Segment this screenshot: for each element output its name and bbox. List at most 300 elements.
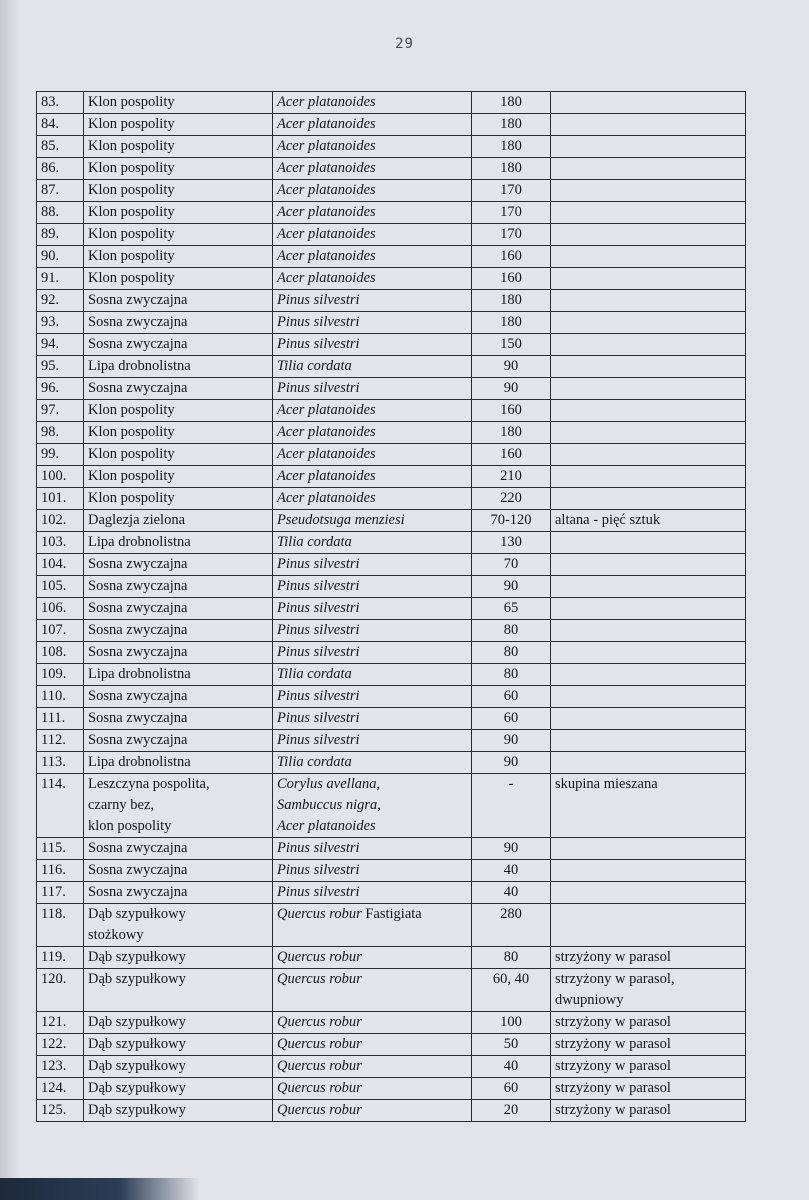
polish-name-cell [84, 1012, 273, 1034]
latin-name-cell [273, 664, 472, 686]
height-value: 180 [500, 138, 522, 154]
height-value-cell [472, 510, 551, 532]
latin-name-cell [273, 466, 472, 488]
row-number: 90. [41, 248, 60, 264]
polish-name: Sosna zwyczajna [88, 840, 188, 856]
polish-name-cell [84, 136, 273, 158]
latin-name-cell [273, 158, 472, 180]
table-row [37, 290, 746, 312]
height-value: 90 [503, 578, 519, 594]
polish-name: Sosna zwyczajna [88, 578, 188, 594]
polish-name: Sosna zwyczajna [88, 710, 188, 726]
latin-name: Pinus silvestri [277, 688, 360, 704]
table-body [37, 92, 746, 1122]
height-value-cell [472, 224, 551, 246]
row-number-cell [37, 1078, 84, 1100]
latin-name: Acer platanoides [277, 182, 376, 198]
table-row [37, 114, 746, 136]
table-row [37, 312, 746, 334]
row-number-cell [37, 400, 84, 422]
height-value-cell [472, 860, 551, 882]
table-row [37, 268, 746, 290]
polish-name: Klon pospolity [88, 226, 175, 242]
remark-cell [551, 290, 746, 312]
polish-name: Sosna zwyczajna [88, 884, 188, 900]
row-number: 93. [41, 314, 60, 330]
row-number-cell [37, 686, 84, 708]
polish-name-cell [84, 158, 273, 180]
height-value: 60 [503, 688, 519, 704]
polish-name-cell [84, 642, 273, 664]
remark-cell [551, 202, 746, 224]
row-number: 87. [41, 182, 60, 198]
polish-name: Sosna zwyczajna [88, 644, 188, 660]
latin-name: Acer platanoides [277, 424, 376, 440]
latin-name-cell [273, 224, 472, 246]
height-value: 160 [500, 270, 522, 286]
table-row [37, 158, 746, 180]
table-row [37, 202, 746, 224]
height-value: 220 [500, 490, 522, 506]
latin-name-cell [273, 774, 472, 838]
polish-name-cell [84, 1078, 273, 1100]
height-value-cell [472, 576, 551, 598]
row-number-cell [37, 904, 84, 947]
latin-name-cell [273, 860, 472, 882]
page-edge-shadow [0, 0, 20, 1200]
row-number-cell [37, 136, 84, 158]
table-row [37, 510, 746, 532]
latin-name-cell [273, 554, 472, 576]
polish-name-cell [84, 400, 273, 422]
height-value-cell [472, 752, 551, 774]
height-value: 80 [503, 644, 519, 660]
height-value: 130 [500, 534, 522, 550]
latin-name-cell [273, 1078, 472, 1100]
row-number: 86. [41, 160, 60, 176]
polish-name: Sosna zwyczajna [88, 732, 188, 748]
polish-name-cell [84, 180, 273, 202]
latin-name: Tilia cordata [277, 754, 352, 770]
remark: strzyżony w parasol [555, 949, 671, 965]
remark-cell [551, 268, 746, 290]
row-number-cell [37, 378, 84, 400]
polish-name: Klon pospolity [88, 116, 175, 132]
height-value-cell [472, 268, 551, 290]
table-row [37, 1078, 746, 1100]
latin-name-cell [273, 202, 472, 224]
row-number-cell [37, 224, 84, 246]
remark-cell [551, 532, 746, 554]
height-value-cell [472, 334, 551, 356]
latin-name: Pinus silvestri [277, 622, 360, 638]
row-number: 109. [41, 666, 67, 682]
row-number-cell [37, 290, 84, 312]
remark-cell [551, 158, 746, 180]
row-number: 88. [41, 204, 60, 220]
latin-name-cell [273, 708, 472, 730]
polish-name-cell [84, 730, 273, 752]
remark-cell [551, 488, 746, 510]
table-row [37, 708, 746, 730]
latin-name-cell [273, 904, 472, 947]
latin-name-cell [273, 752, 472, 774]
table-row [37, 356, 746, 378]
polish-name: Sosna zwyczajna [88, 292, 188, 308]
remark-cell [551, 1056, 746, 1078]
height-value-cell [472, 554, 551, 576]
row-number-cell [37, 92, 84, 114]
latin-name-cell [273, 882, 472, 904]
row-number: 123. [41, 1058, 67, 1074]
height-value: 60 [503, 710, 519, 726]
table-row [37, 1056, 746, 1078]
polish-name: Dąb szypułkowy [88, 971, 186, 987]
polish-name-cell [84, 947, 273, 969]
remark-cell [551, 334, 746, 356]
polish-name-cell [84, 224, 273, 246]
row-number: 103. [41, 534, 67, 550]
latin-name-cell [273, 400, 472, 422]
remark: strzyżony w parasol [555, 1014, 671, 1030]
height-value: 180 [500, 292, 522, 308]
latin-name: Quercus robur [277, 1014, 362, 1030]
height-value: 90 [503, 732, 519, 748]
row-number: 105. [41, 578, 67, 594]
height-value: 280 [500, 906, 522, 922]
height-value: 90 [503, 358, 519, 374]
remark-cell [551, 444, 746, 466]
remark-cell [551, 752, 746, 774]
row-number-cell [37, 576, 84, 598]
height-value: 180 [500, 424, 522, 440]
latin-name-cell [273, 312, 472, 334]
remark: strzyżony w parasol [555, 1080, 671, 1096]
row-number-cell [37, 488, 84, 510]
polish-name-cell [84, 598, 273, 620]
row-number: 104. [41, 556, 67, 572]
polish-name-cell [84, 969, 273, 1012]
table-row [37, 860, 746, 882]
height-value-cell [472, 378, 551, 400]
polish-name: Dąb szypułkowy [88, 1058, 186, 1074]
polish-name: Klon pospolity [88, 490, 175, 506]
polish-name-cell [84, 774, 273, 838]
height-value: 50 [503, 1036, 519, 1052]
row-number-cell [37, 1100, 84, 1122]
table-row [37, 444, 746, 466]
polish-name-cell [84, 838, 273, 860]
height-value: 65 [503, 600, 519, 616]
row-number-cell [37, 510, 84, 532]
latin-name: Quercus robur [277, 1080, 362, 1096]
row-number-cell [37, 838, 84, 860]
height-value-cell [472, 664, 551, 686]
remark-cell [551, 1100, 746, 1122]
polish-name: Klon pospolity [88, 94, 175, 110]
height-value: 170 [500, 226, 522, 242]
polish-name: Klon pospolity [88, 204, 175, 220]
height-value: 60 [503, 1080, 519, 1096]
height-value: 160 [500, 402, 522, 418]
row-number-cell [37, 554, 84, 576]
remark-cell [551, 312, 746, 334]
remark-cell [551, 730, 746, 752]
latin-name-cell [273, 1100, 472, 1122]
height-value-cell [472, 620, 551, 642]
height-value-cell [472, 730, 551, 752]
latin-name: Pseudotsuga menziesi [277, 512, 405, 528]
latin-name: Tilia cordata [277, 534, 352, 550]
table-row [37, 1012, 746, 1034]
latin-name-cell [273, 136, 472, 158]
table-row [37, 730, 746, 752]
polish-name-cell [84, 576, 273, 598]
row-number: 106. [41, 600, 67, 616]
latin-name: Corylus avellana, Sambuccus nigra, Acer platanoides [277, 776, 381, 834]
height-value-cell [472, 1078, 551, 1100]
remark-cell [551, 708, 746, 730]
height-value-cell [472, 642, 551, 664]
height-value: 70-120 [490, 512, 532, 528]
remark-cell [551, 114, 746, 136]
latin-name: Quercus robur [277, 971, 362, 987]
height-value-cell [472, 882, 551, 904]
row-number-cell [37, 642, 84, 664]
remark: strzyżony w parasol [555, 1036, 671, 1052]
row-number-cell [37, 268, 84, 290]
height-value: 80 [503, 949, 519, 965]
tree-inventory-table [36, 91, 746, 1122]
remark-cell [551, 510, 746, 532]
polish-name-cell [84, 290, 273, 312]
height-value-cell [472, 180, 551, 202]
latin-name: Acer platanoides [277, 138, 376, 154]
latin-name-cell [273, 444, 472, 466]
row-number-cell [37, 774, 84, 838]
polish-name: Sosna zwyczajna [88, 862, 188, 878]
table-row [37, 882, 746, 904]
row-number: 97. [41, 402, 60, 418]
table-row [37, 686, 746, 708]
height-value-cell [472, 904, 551, 947]
height-value-cell [472, 1012, 551, 1034]
remark-cell [551, 356, 746, 378]
row-number-cell [37, 708, 84, 730]
remark: strzyżony w parasol [555, 1058, 671, 1074]
polish-name: Dąb szypułkowy [88, 1014, 186, 1030]
latin-name: Acer platanoides [277, 248, 376, 264]
remark: skupina mieszana [555, 776, 658, 792]
height-value-cell [472, 246, 551, 268]
polish-name: Daglezja zielona [88, 512, 186, 528]
polish-name: Klon pospolity [88, 446, 175, 462]
row-number: 117. [41, 884, 66, 900]
table-row [37, 422, 746, 444]
height-value-cell [472, 158, 551, 180]
polish-name: Sosna zwyczajna [88, 380, 188, 396]
polish-name-cell [84, 356, 273, 378]
polish-name-cell [84, 114, 273, 136]
latin-name: Pinus silvestri [277, 884, 360, 900]
latin-name-cell [273, 1034, 472, 1056]
height-value: 180 [500, 160, 522, 176]
height-value-cell [472, 202, 551, 224]
row-number-cell [37, 444, 84, 466]
remark-cell [551, 1012, 746, 1034]
row-number-cell [37, 180, 84, 202]
row-number-cell [37, 356, 84, 378]
latin-name-cell [273, 114, 472, 136]
row-number: 108. [41, 644, 67, 660]
latin-name: Quercus robur [277, 1036, 362, 1052]
polish-name-cell [84, 444, 273, 466]
table-row [37, 554, 746, 576]
row-number-cell [37, 334, 84, 356]
polish-name: Dąb szypułkowy [88, 1102, 186, 1118]
table-row [37, 576, 746, 598]
latin-name: Acer platanoides [277, 402, 376, 418]
remark-cell [551, 642, 746, 664]
polish-name-cell [84, 664, 273, 686]
polish-name: Dąb szypułkowy [88, 1036, 186, 1052]
latin-name: Acer platanoides [277, 204, 376, 220]
remark-cell [551, 904, 746, 947]
polish-name: Sosna zwyczajna [88, 336, 188, 352]
latin-name-cell [273, 838, 472, 860]
polish-name: Dąb szypułkowy [88, 1080, 186, 1096]
page-number: 29 [395, 36, 414, 52]
remark-cell [551, 246, 746, 268]
latin-name: Pinus silvestri [277, 314, 360, 330]
height-value-cell [472, 708, 551, 730]
remark-cell [551, 882, 746, 904]
latin-name-cell [273, 969, 472, 1012]
height-value-cell [472, 1100, 551, 1122]
row-number: 84. [41, 116, 60, 132]
polish-name-cell [84, 312, 273, 334]
table-row [37, 969, 746, 1012]
remark-cell [551, 838, 746, 860]
remark-cell [551, 598, 746, 620]
height-value: 40 [503, 884, 519, 900]
polish-name: Klon pospolity [88, 160, 175, 176]
row-number: 124. [41, 1080, 67, 1096]
height-value: 40 [503, 862, 519, 878]
height-value-cell [472, 422, 551, 444]
row-number: 116. [41, 862, 66, 878]
polish-name-cell [84, 904, 273, 947]
height-value-cell [472, 1056, 551, 1078]
row-number: 99. [41, 446, 60, 462]
height-value: 90 [503, 754, 519, 770]
height-value-cell [472, 466, 551, 488]
table-row [37, 246, 746, 268]
row-number: 98. [41, 424, 60, 440]
height-value: - [508, 776, 514, 792]
polish-name-cell [84, 882, 273, 904]
table-row [37, 378, 746, 400]
height-value-cell [472, 136, 551, 158]
row-number-cell [37, 664, 84, 686]
table-row [37, 904, 746, 947]
table-row [37, 1034, 746, 1056]
latin-name: Pinus silvestri [277, 840, 360, 856]
table-row [37, 334, 746, 356]
polish-name-cell [84, 422, 273, 444]
polish-name-cell [84, 466, 273, 488]
latin-name-cell [273, 92, 472, 114]
latin-name: Pinus silvestri [277, 710, 360, 726]
table-row [37, 180, 746, 202]
latin-name-cell [273, 246, 472, 268]
row-number: 120. [41, 971, 67, 987]
height-value: 180 [500, 94, 522, 110]
height-value-cell [472, 290, 551, 312]
latin-name: Quercus robur [277, 1102, 362, 1118]
height-value-cell [472, 356, 551, 378]
polish-name-cell [84, 1034, 273, 1056]
row-number: 110. [41, 688, 66, 704]
remark-cell [551, 378, 746, 400]
height-value-cell [472, 947, 551, 969]
latin-name: Pinus silvestri [277, 600, 360, 616]
height-value: 90 [503, 840, 519, 856]
height-value: 60, 40 [492, 971, 530, 987]
latin-name: Pinus silvestri [277, 380, 360, 396]
row-number: 114. [41, 776, 66, 792]
height-value-cell [472, 312, 551, 334]
height-value-cell [472, 598, 551, 620]
latin-name-cell [273, 1056, 472, 1078]
row-number-cell [37, 422, 84, 444]
latin-name: Pinus silvestri [277, 292, 360, 308]
latin-name-cell [273, 356, 472, 378]
height-value: 170 [500, 204, 522, 220]
polish-name-cell [84, 92, 273, 114]
table-row [37, 642, 746, 664]
remark-cell [551, 180, 746, 202]
table-row [37, 947, 746, 969]
latin-name: Pinus silvestri [277, 578, 360, 594]
height-value: 80 [503, 666, 519, 682]
height-value: 90 [503, 380, 519, 396]
row-number-cell [37, 246, 84, 268]
height-value: 180 [500, 116, 522, 132]
table-row [37, 838, 746, 860]
polish-name: Klon pospolity [88, 270, 175, 286]
polish-name: Dąb szypułkowy [88, 949, 186, 965]
height-value: 160 [500, 248, 522, 264]
latin-name: Pinus silvestri [277, 644, 360, 660]
table-row [37, 598, 746, 620]
latin-name: Acer platanoides [277, 94, 376, 110]
row-number: 85. [41, 138, 60, 154]
latin-name: Pinus silvestri [277, 732, 360, 748]
row-number: 113. [41, 754, 66, 770]
row-number-cell [37, 532, 84, 554]
latin-name: Acer platanoides [277, 270, 376, 286]
polish-name-cell [84, 202, 273, 224]
table-row [37, 1100, 746, 1122]
table-row [37, 92, 746, 114]
height-value-cell [472, 400, 551, 422]
height-value-cell [472, 838, 551, 860]
row-number: 119. [41, 949, 66, 965]
polish-name: Sosna zwyczajna [88, 314, 188, 330]
row-number: 115. [41, 840, 66, 856]
row-number-cell [37, 947, 84, 969]
